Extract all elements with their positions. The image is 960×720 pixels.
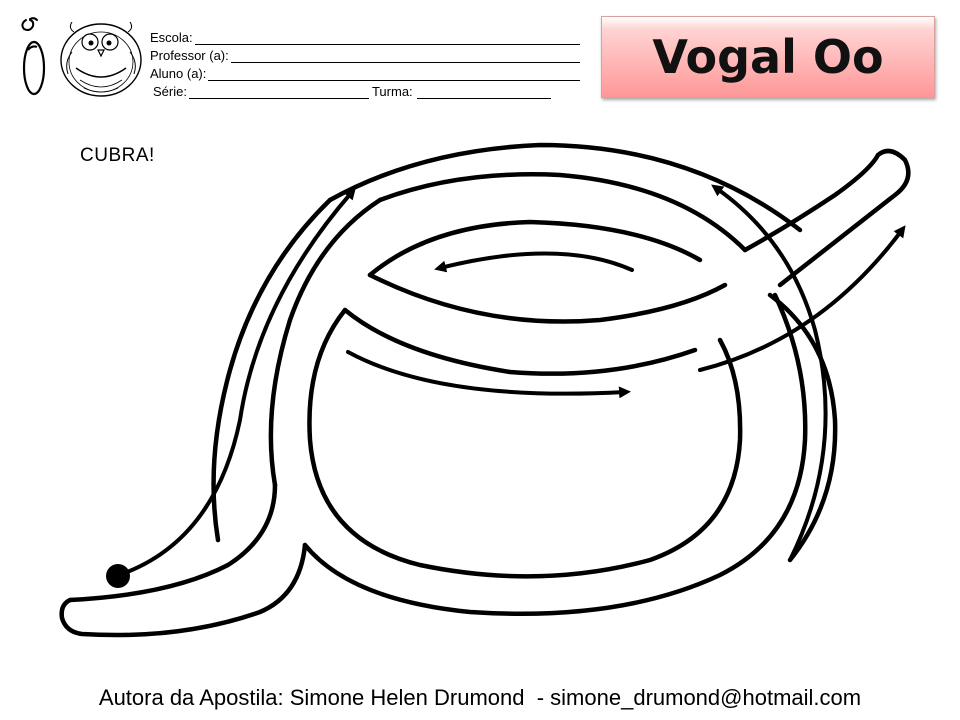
grade-label: Série:	[153, 84, 187, 99]
arrow-left-icon	[440, 253, 632, 270]
teacher-field[interactable]	[150, 45, 580, 63]
author-name: Simone Helen Drumond	[289, 685, 525, 710]
author-credit	[0, 685, 960, 711]
student-info-form	[150, 27, 580, 99]
student-label: Aluno (a):	[150, 66, 207, 81]
school-field[interactable]	[150, 27, 580, 45]
student-field[interactable]	[150, 63, 580, 81]
tracing-path-figure	[0, 110, 960, 680]
teacher-label: Professor (a):	[150, 48, 229, 63]
page-title: Vogal Oo	[652, 30, 884, 84]
arrow-up-right-icon	[700, 230, 902, 370]
school-logo	[14, 10, 144, 102]
instruction-text: CUBRA!	[80, 145, 155, 166]
teacher-line[interactable]	[231, 50, 580, 63]
school-label: Escola:	[150, 30, 193, 45]
class-label: Turma:	[371, 84, 413, 99]
footer-separator: -	[536, 685, 545, 710]
mascot-illustration-icon	[14, 10, 144, 102]
author-email[interactable]: simone_drumond@hotmail.com	[550, 685, 862, 710]
author-label: Autora da Apostila:	[98, 685, 284, 710]
class-line[interactable]	[417, 86, 551, 99]
start-dot-icon	[106, 564, 130, 588]
arrow-up-right-icon	[122, 192, 352, 574]
title-banner	[601, 16, 935, 98]
school-line[interactable]	[195, 32, 580, 45]
grade-line[interactable]	[189, 86, 369, 99]
student-line[interactable]	[208, 68, 580, 81]
grade-class-field[interactable]	[150, 81, 580, 99]
